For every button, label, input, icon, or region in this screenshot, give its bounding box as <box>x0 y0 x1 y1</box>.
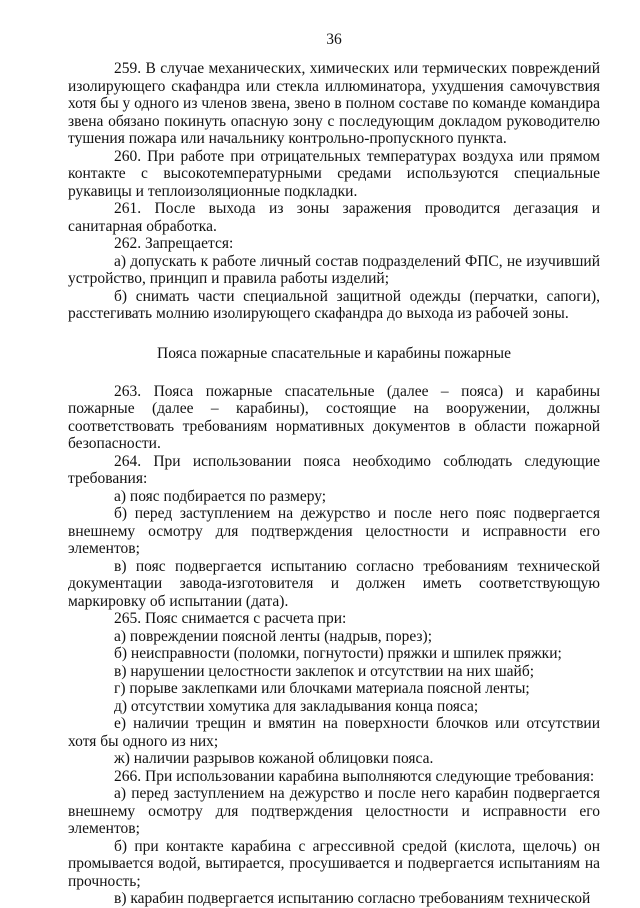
paragraph-266: 266. При использовании карабина выполняются следующие требования: <box>114 767 595 785</box>
paragraph-261: 261. После выхода из зоны заражения проводится дегазация и санитарная обработка. <box>68 200 600 235</box>
paragraph-265-g: г) порыве заклепками или блочками материала поясной ленты; <box>114 680 530 697</box>
paragraph-262-a: а) допускать к работе личный состав подразделений ФПС, не изучивший устройство, принцип и правила работы изделий; <box>68 252 600 287</box>
paragraph-265-v: в) нарушении целостности заклепок и отсутствии на них шайб; <box>114 662 535 680</box>
paragraph-265-zh: ж) наличии разрывов кожаной облицовки пояса. <box>114 750 434 767</box>
paragraph-263: 263. Пояса пожарные спасательные (далее – пояса) и карабины пожарные (далее – карабины), состоящие на вооружении, должны соответствовать требованиям нормативных документов в области пожарной безопасности. <box>68 382 600 452</box>
paragraph-264-v: в) пояс подвергается испытанию согласно требованиям технической документации завода-изготовителя и должен иметь соответствующую маркировку об испытании (дата). <box>68 557 600 610</box>
paragraph-265-d: д) отсутствии хомутика для закладывания конца пояса; <box>114 697 479 715</box>
paragraph-259: 259. В случае механических, химических или термических повреждений изолирующего скафандра или стекла иллюминатора, ухудшения самочувствия хотя бы у одного из членов звена, звено в полном составе по команде командира звена обязано покинуть опасную зону с последующим докладом руководителю тушения пожара или начальнику контрольно-пропускного пункта. <box>68 60 600 147</box>
paragraph-265-e: е) наличии трещин и вмятин на поверхности блочков или отсутствии хотя бы одного из них; <box>68 715 600 750</box>
paragraph-262-b: б) снимать части специальной защитной одежды (перчатки, сапоги), расстегивать молнию изолирующего скафандра до выхода из рабочей зоны. <box>68 287 600 322</box>
paragraph-262: 262. Запрещается: <box>114 235 234 252</box>
section-title: Пояса пожарные спасательные и карабины пожарные <box>157 344 511 362</box>
paragraph-group-2 <box>68 383 600 908</box>
paragraph-264-a: а) пояс подбирается по размеру; <box>114 487 327 505</box>
paragraph-265-a: а) повреждении поясной ленты (надрыв, порез); <box>114 627 432 645</box>
paragraph-266-b: б) при контакте карабина с агрессивной средой (кислота, щелочь) он промывается водой, вытирается, просушивается и подвергается испытаниям на прочность; <box>68 837 600 890</box>
paragraph-264: 264. При использовании пояса необходимо соблюдать следующие требования: <box>68 452 600 487</box>
document-page <box>68 30 600 908</box>
paragraph-266-v: в) карабин подвергается испытанию согласно требованиям технической <box>114 890 591 907</box>
paragraph-266-a: а) перед заступлением на дежурство и после него карабин подвергается внешнему осмотру для подтверждения целостности и исправности его элементов; <box>68 785 600 837</box>
paragraph-group-1 <box>68 60 600 323</box>
page-number: 36 <box>326 31 342 48</box>
paragraph-265: 265. Пояс снимается с расчета при: <box>114 610 347 627</box>
paragraph-264-b: б) перед заступлением на дежурство и после него пояс подвергается внешнему осмотру для подтверждения целостности и исправности его элементов; <box>68 505 600 557</box>
paragraph-260: 260. При работе при отрицательных температурах воздуха или прямом контакте с высокотемпературными средами используются специальные рукавицы и теплоизоляционные подкладки. <box>68 147 600 200</box>
paragraph-265-b: б) неисправности (поломки, погнутости) пряжки и шпилек пряжки; <box>114 645 562 662</box>
